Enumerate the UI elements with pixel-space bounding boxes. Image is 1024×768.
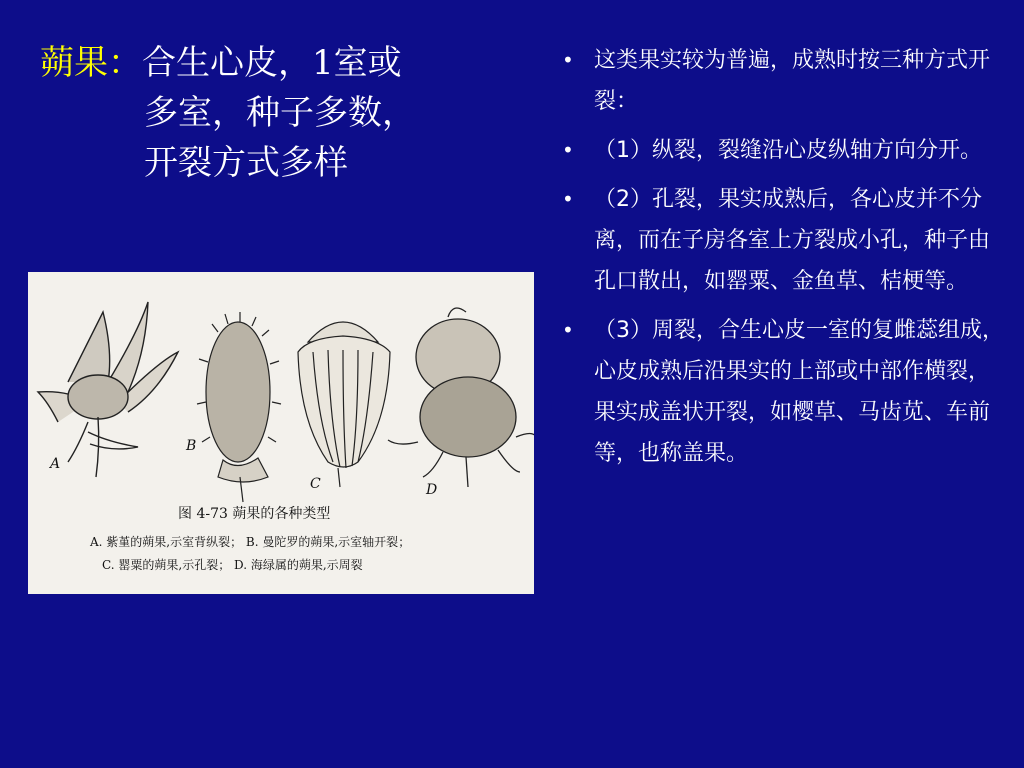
capsule-types-figure xyxy=(28,272,534,594)
label-c: C xyxy=(310,476,321,492)
figure-legend-1: A. 紫堇的蒴果,示室背纵裂； B. 曼陀罗的蒴果,示室轴开裂； xyxy=(90,535,411,549)
title-line-3: 开裂方式多样 xyxy=(144,143,348,183)
capsule-illustration xyxy=(28,272,534,594)
bullet-item-4: • （3）周裂，合生心皮一室的复雌蕊组成，心皮成熟后沿果实的上部或中部作横裂，果实成盖状开裂，如樱草、马齿苋、车前等，也称盖果。 xyxy=(560,310,1010,474)
bullet-item-1: • 这类果实较为普遍，成熟时按三种方式开裂： xyxy=(560,40,1010,122)
title-line-2: 多室，种子多数， xyxy=(144,93,416,133)
figure-caption: 图 4-73 蒴果的各种类型 xyxy=(178,506,331,522)
figure-legend-2: C. 罂粟的蒴果,示孔裂； D. 海绿属的蒴果,示周裂 xyxy=(102,558,363,572)
label-a: A xyxy=(50,456,61,472)
label-b: B xyxy=(186,438,197,454)
bullet-item-3: • （2）孔裂，果实成熟后，各心皮并不分离，而在子房各室上方裂成小孔，种子由孔口散出，如罂粟、金鱼草、桔梗等。 xyxy=(560,179,1010,302)
bullet-list xyxy=(560,40,1010,482)
label-d: D xyxy=(426,482,438,498)
capsule-c-drawing xyxy=(298,322,390,487)
bullet-item-2: • （1）纵裂，裂缝沿心皮纵轴方向分开。 xyxy=(560,130,1010,171)
capsule-d-drawing xyxy=(388,308,534,487)
capsule-a-drawing xyxy=(38,302,178,477)
title-line-1: 合生心皮，1室或 xyxy=(142,43,402,83)
capsule-b-drawing xyxy=(197,312,281,502)
title-term: 蒴果： xyxy=(40,43,142,83)
slide-title xyxy=(40,38,480,188)
